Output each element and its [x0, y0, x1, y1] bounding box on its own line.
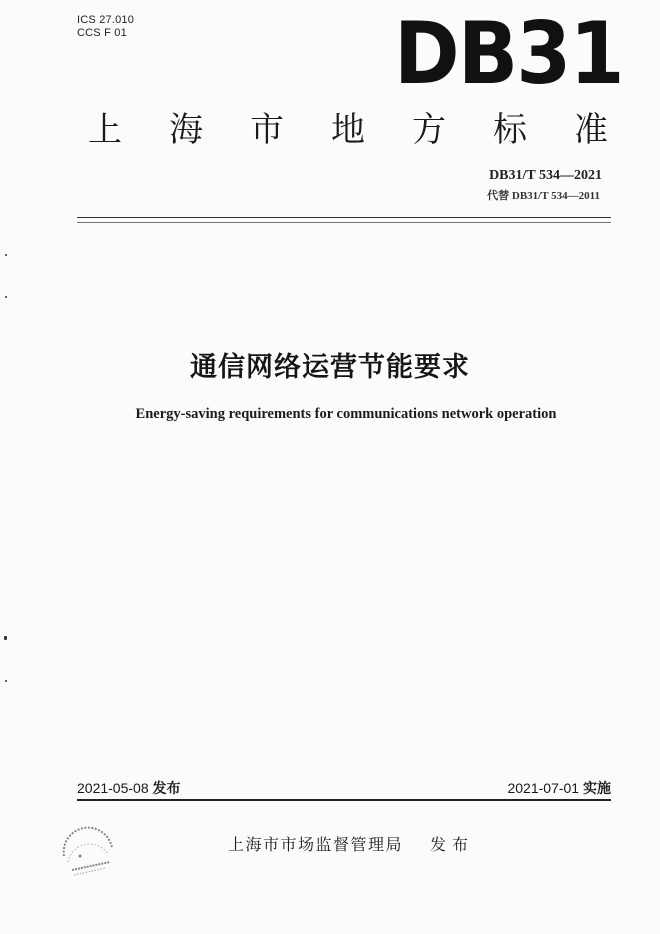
- release-date: [77, 778, 181, 798]
- date-row: [77, 778, 611, 798]
- implement-date: [507, 778, 611, 798]
- title-char: 市: [250, 110, 284, 150]
- issue-word: 发布: [430, 835, 475, 854]
- title-char: 上: [88, 110, 122, 150]
- stamp-icon: [58, 826, 118, 878]
- document-title-en: Energy-saving requirements for communications network operation: [135, 406, 557, 422]
- title-char: 准: [574, 110, 608, 150]
- title-char: 海: [169, 110, 203, 150]
- issuing-authority: 上海市市场监督管理局: [228, 835, 404, 854]
- standard-code: DB31/T 534—2021: [489, 168, 602, 183]
- document-title-cn: 通信网络运营节能要求: [190, 352, 470, 383]
- replaces-note: [487, 187, 600, 203]
- standard-type-title: [88, 110, 608, 150]
- implement-label: 实施: [583, 780, 611, 796]
- scan-speck: [5, 296, 7, 298]
- footer-divider: [77, 799, 611, 801]
- classification-codes: [77, 14, 134, 40]
- title-char: 标: [493, 110, 527, 150]
- db31-logo: DB31: [394, 4, 623, 104]
- release-date-value: 2021-05-08: [77, 780, 149, 796]
- ccs-code: CCS F 01: [77, 27, 127, 39]
- scan-speck: [5, 680, 7, 682]
- replaces-code: DB31/T 534—2011: [511, 190, 600, 202]
- header-divider-thin: [77, 222, 611, 223]
- ics-code: ICS 27.010: [77, 14, 135, 26]
- header-divider: [77, 217, 611, 218]
- implement-date-value: 2021-07-01: [507, 780, 580, 796]
- replaces-label: 代替: [487, 190, 510, 202]
- scan-speck: [4, 636, 7, 640]
- title-char: 方: [412, 110, 446, 150]
- scan-speck: [5, 254, 7, 256]
- release-label: 发布: [152, 780, 181, 796]
- title-char: 地: [331, 110, 365, 150]
